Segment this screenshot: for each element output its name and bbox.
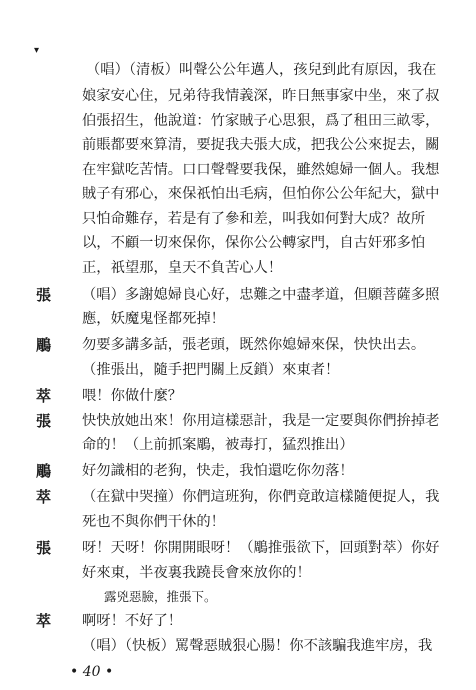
dialogue-line: 喂！你做什麼？ <box>82 388 183 404</box>
text-line: 娘家安心住，兄弟待我情義深，昨日無事家中坐，來了叔 <box>82 88 440 104</box>
dialogue-line: 應，妖魔鬼怪都死掉！ <box>82 311 225 327</box>
text-line: 賊子有邪心，來保祇怕出毛病，但怕你公公年紀大，獄中 <box>82 186 440 202</box>
text-line: 以，不顧一切來保你，保你公公轉家門，自古奸邪多怕 <box>82 235 426 251</box>
dialogue-line: 呀！天呀！你開開眼呀！（鵰推張欲下，回頭對萃）你好 <box>82 540 440 556</box>
dialogue-line: 好勿識相的老狗，快走，我怕還吃你勿落！ <box>82 463 354 479</box>
dialogue-line: （推張出，隨手把門關上反鎖）來東者！ <box>82 362 340 378</box>
speaker-label: 萃 <box>36 612 52 630</box>
dialogue-line: 死也不與你們干休的！ <box>82 514 225 530</box>
dialogue-line: （唱）多謝媳婦良心好，忠難之中盡孝道，但願菩薩多照 <box>82 287 440 303</box>
speaker-label: 萃 <box>36 488 52 506</box>
speaker-label: 鵰 <box>36 336 52 354</box>
speaker-label: 萃 <box>36 387 52 405</box>
dialogue-line: （在獄中哭撞）你們這班狗，你們竟敢這樣隨便捉人，我 <box>82 489 440 505</box>
dialogue-line: 好來東，半夜裏我蹺長會來放你的！ <box>82 565 311 581</box>
margin-mark: ▾ <box>34 45 40 56</box>
dialogue-line: 快快放她出來！你用這樣惡計，我是一定要與你們拚掉老 <box>82 413 440 429</box>
speaker-label: 張 <box>36 539 52 557</box>
dialogue-line: （唱）（快板）罵聲惡賊狠心腸！你不該騙我進牢房，我 <box>82 638 433 654</box>
speaker-label: 張 <box>36 412 52 430</box>
text-line: 正，祇望那，皇天不負苦心人！ <box>82 260 283 276</box>
text-line: 前賬都要來算清，要捉我夫張大成，把我公公來捉去，關 <box>82 137 440 153</box>
stage-direction: 露兇惡臉，推張下。 <box>104 589 217 604</box>
dialogue-line: 勿要多講多話，張老頭，既然你媳婦來保，快快出去。 <box>82 337 426 353</box>
dialogue-line: 啊呀！不好了！ <box>82 613 183 629</box>
text-line: （唱）（清板）叫聲公公年邁人，孩兒到此有原因，我在 <box>86 62 437 78</box>
text-line: 在牢獄吃苦情。口口聲聲要我保，雖然媳婦一個人。我想 <box>82 162 440 178</box>
page-number: • 40 • <box>70 664 114 680</box>
text-line: 伯張招生，他說道：竹家賊子心思狠，爲了租田三畝零， <box>82 113 440 129</box>
speaker-label: 鵰 <box>36 462 52 480</box>
dialogue-line: 命的！（上前抓案鵰，被毒打，猛烈推出） <box>82 437 354 453</box>
speaker-label: 張 <box>36 286 52 304</box>
text-line: 只怕命難存，若是有了參和差，叫我如何對大成？故所 <box>82 211 426 227</box>
